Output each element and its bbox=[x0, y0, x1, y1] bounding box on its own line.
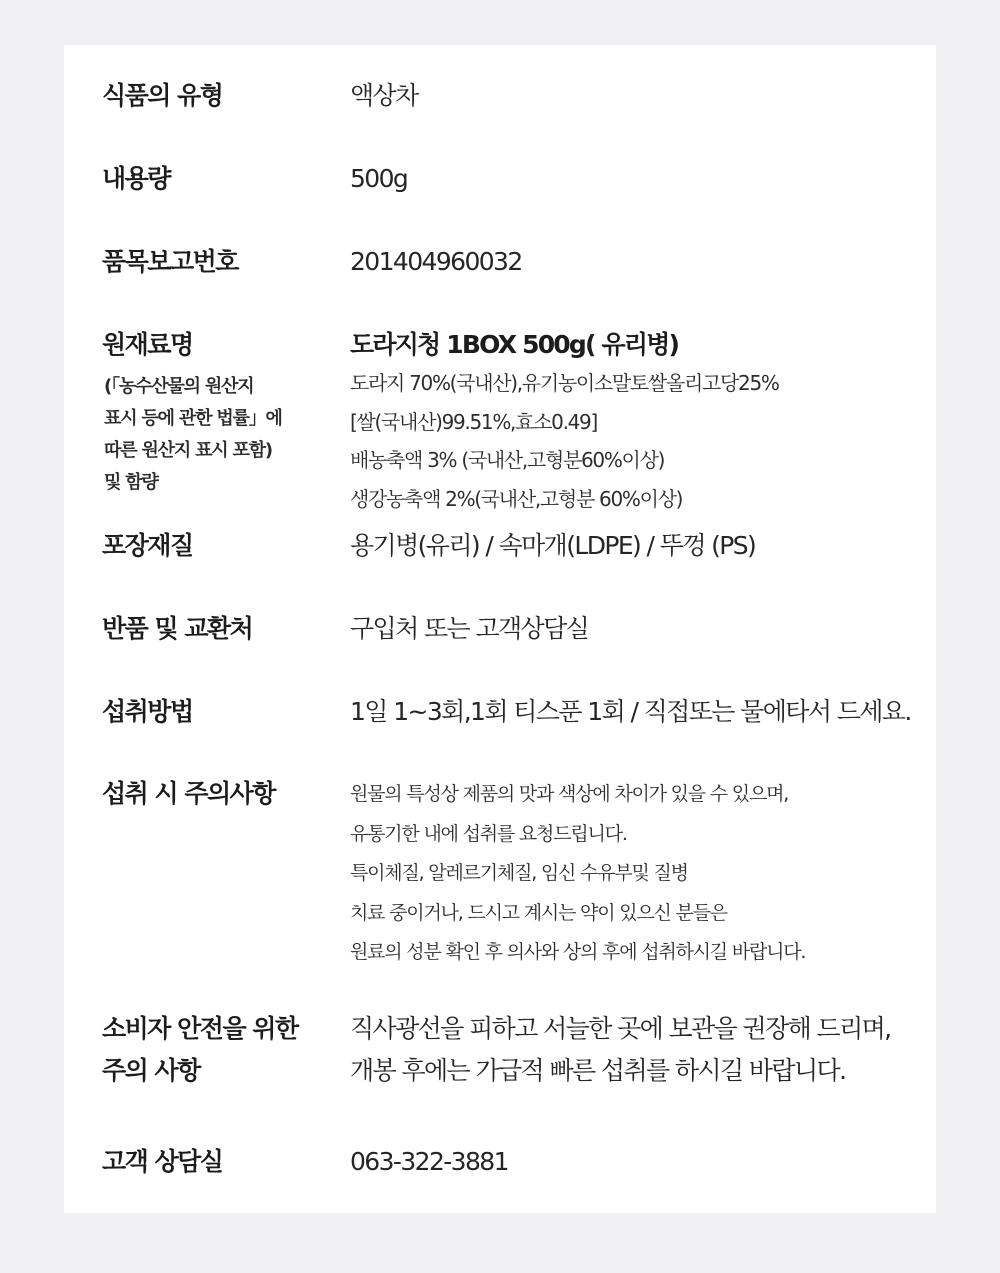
ingredients-list bbox=[350, 364, 930, 518]
intake-caution-text bbox=[350, 775, 930, 973]
origin-note-line: 및 함량 bbox=[104, 472, 158, 493]
origin-note-line: 따른 원산지 표시 포함) bbox=[104, 440, 272, 461]
ingredient-line: 생강농축액 2%(국내산,고형분 60%이상) bbox=[350, 486, 683, 511]
ingredient-line: 도라지 70%(국내산),유기농이소말토쌀올리고당25% bbox=[350, 371, 779, 395]
ingredients-origin-note bbox=[104, 371, 354, 499]
returns-label: 반품 및 교환처 bbox=[102, 614, 253, 643]
safety-line: 직사광선을 피하고 서늘한 곳에 보관을 권장해 드리며, bbox=[350, 1014, 891, 1043]
customer-center-phone: 063-322-3881 bbox=[350, 1147, 508, 1176]
caution-line: 원물의 특성상 제품의 맛과 색상에 차이가 있을 수 있으며, bbox=[350, 783, 789, 805]
origin-note-line: 표시 등에 관한 법률」에 bbox=[104, 408, 282, 429]
intake-method-value: 1일 1~3회,1회 티스푼 1회 / 직접또는 물에타서 드세요. bbox=[350, 697, 911, 726]
ingredients-label: 원재료명 bbox=[102, 330, 193, 359]
report-number-value: 201404960032 bbox=[350, 247, 522, 276]
customer-center-label: 고객 상담실 bbox=[102, 1147, 223, 1176]
caution-line: 치료 중이거나, 드시고 계시는 약이 있으신 분들은 bbox=[350, 901, 727, 924]
packaging-label: 포장재질 bbox=[102, 531, 193, 560]
volume-label: 내용량 bbox=[102, 164, 170, 193]
consumer-safety-label bbox=[102, 1008, 352, 1092]
consumer-safety-text bbox=[350, 1008, 930, 1092]
ingredients-product-title: 도라지청 1BOX 500g( 유리병) bbox=[350, 330, 679, 359]
safety-line: 개봉 후에는 가급적 빠른 섭취를 하시길 바랍니다. bbox=[350, 1056, 846, 1085]
food-type-label: 식품의 유형 bbox=[102, 81, 223, 110]
intake-caution-label: 섭취 시 주의사항 bbox=[102, 779, 275, 808]
caution-line: 원료의 성분 확인 후 의사와 상의 후에 섭취하시길 바랍니다. bbox=[350, 941, 806, 963]
volume-value: 500g bbox=[350, 164, 408, 193]
intake-method-label: 섭취방법 bbox=[102, 697, 193, 726]
origin-note-line: (「농수산물의 원산지 bbox=[104, 376, 254, 397]
report-number-label: 품목보고번호 bbox=[102, 247, 238, 276]
caution-line: 유통기한 내에 섭취를 요청드립니다. bbox=[350, 822, 627, 845]
caution-line: 특이체질, 알레르기체질, 임신 수유부및 질병 bbox=[350, 862, 688, 884]
returns-value: 구입처 또는 고객상담실 bbox=[350, 614, 589, 643]
ingredient-line: 배농축액 3% (국내산,고형분60%이상) bbox=[350, 448, 665, 472]
consumer-safety-label-line: 주의 사항 bbox=[102, 1056, 200, 1085]
product-info-card bbox=[64, 45, 936, 1213]
consumer-safety-label-line: 소비자 안전을 위한 bbox=[102, 1014, 298, 1043]
packaging-value: 용기병(유리) / 속마개(LDPE) / 뚜껑 (PS) bbox=[350, 531, 756, 560]
food-type-value: 액상차 bbox=[350, 81, 418, 110]
ingredient-line: [쌀(국내산)99.51%,효소0.49] bbox=[350, 409, 597, 434]
